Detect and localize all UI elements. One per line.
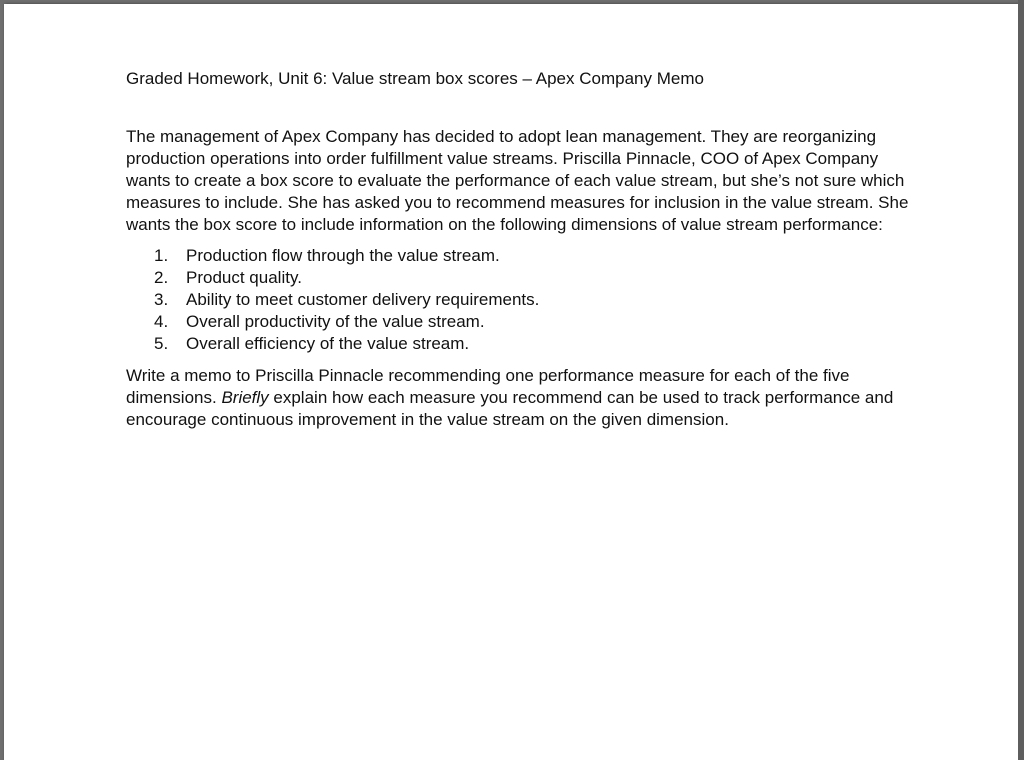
- document-page: [4, 4, 1018, 760]
- list-text: Product quality.: [186, 268, 302, 287]
- list-item: [126, 289, 916, 311]
- list-number: 3.: [154, 290, 169, 309]
- dimensions-list: [126, 245, 916, 355]
- list-text: Overall efficiency of the value stream.: [186, 334, 470, 353]
- page-content: [126, 68, 916, 431]
- list-number: 4.: [154, 312, 169, 331]
- viewer-edge: [1018, 0, 1024, 760]
- intro-paragraph: The management of Apex Company has decided to adopt lean management. They are reorganizing production operations into order fulfillment value streams. Priscilla Pinnacle, COO of Apex Company wants to create a box score to evaluate the performance of each value stream, but she’s not sure which measures to include. She has asked you to recommend measures for inclusion in the value stream. She wants the box score to include information on the following dimensions of value stream performance:: [126, 127, 909, 234]
- list-text: Ability to meet customer delivery requirements.: [186, 290, 540, 309]
- list-item: [126, 245, 916, 267]
- list-text: Overall productivity of the value stream.: [186, 312, 485, 331]
- closing-emphasis: Briefly: [221, 388, 269, 407]
- closing-text-end: explain how each measure you recommend can be used to track performance and encourage continuous improvement in the value stream on the given dimension.: [126, 388, 894, 429]
- list-item: [126, 267, 916, 289]
- list-number: 2.: [154, 268, 169, 287]
- document-title: Graded Homework, Unit 6: Value stream box scores – Apex Company Memo: [126, 69, 704, 88]
- list-number: 1.: [154, 246, 169, 265]
- list-text: Production flow through the value stream.: [186, 246, 500, 265]
- closing-text-start: Write a memo to Priscilla Pinnacle recommending one performance measure for each of the five dimensions.: [126, 366, 850, 407]
- list-number: 5.: [154, 334, 169, 353]
- closing-paragraph: [126, 365, 916, 431]
- list-item: [126, 311, 916, 333]
- list-item: [126, 333, 916, 355]
